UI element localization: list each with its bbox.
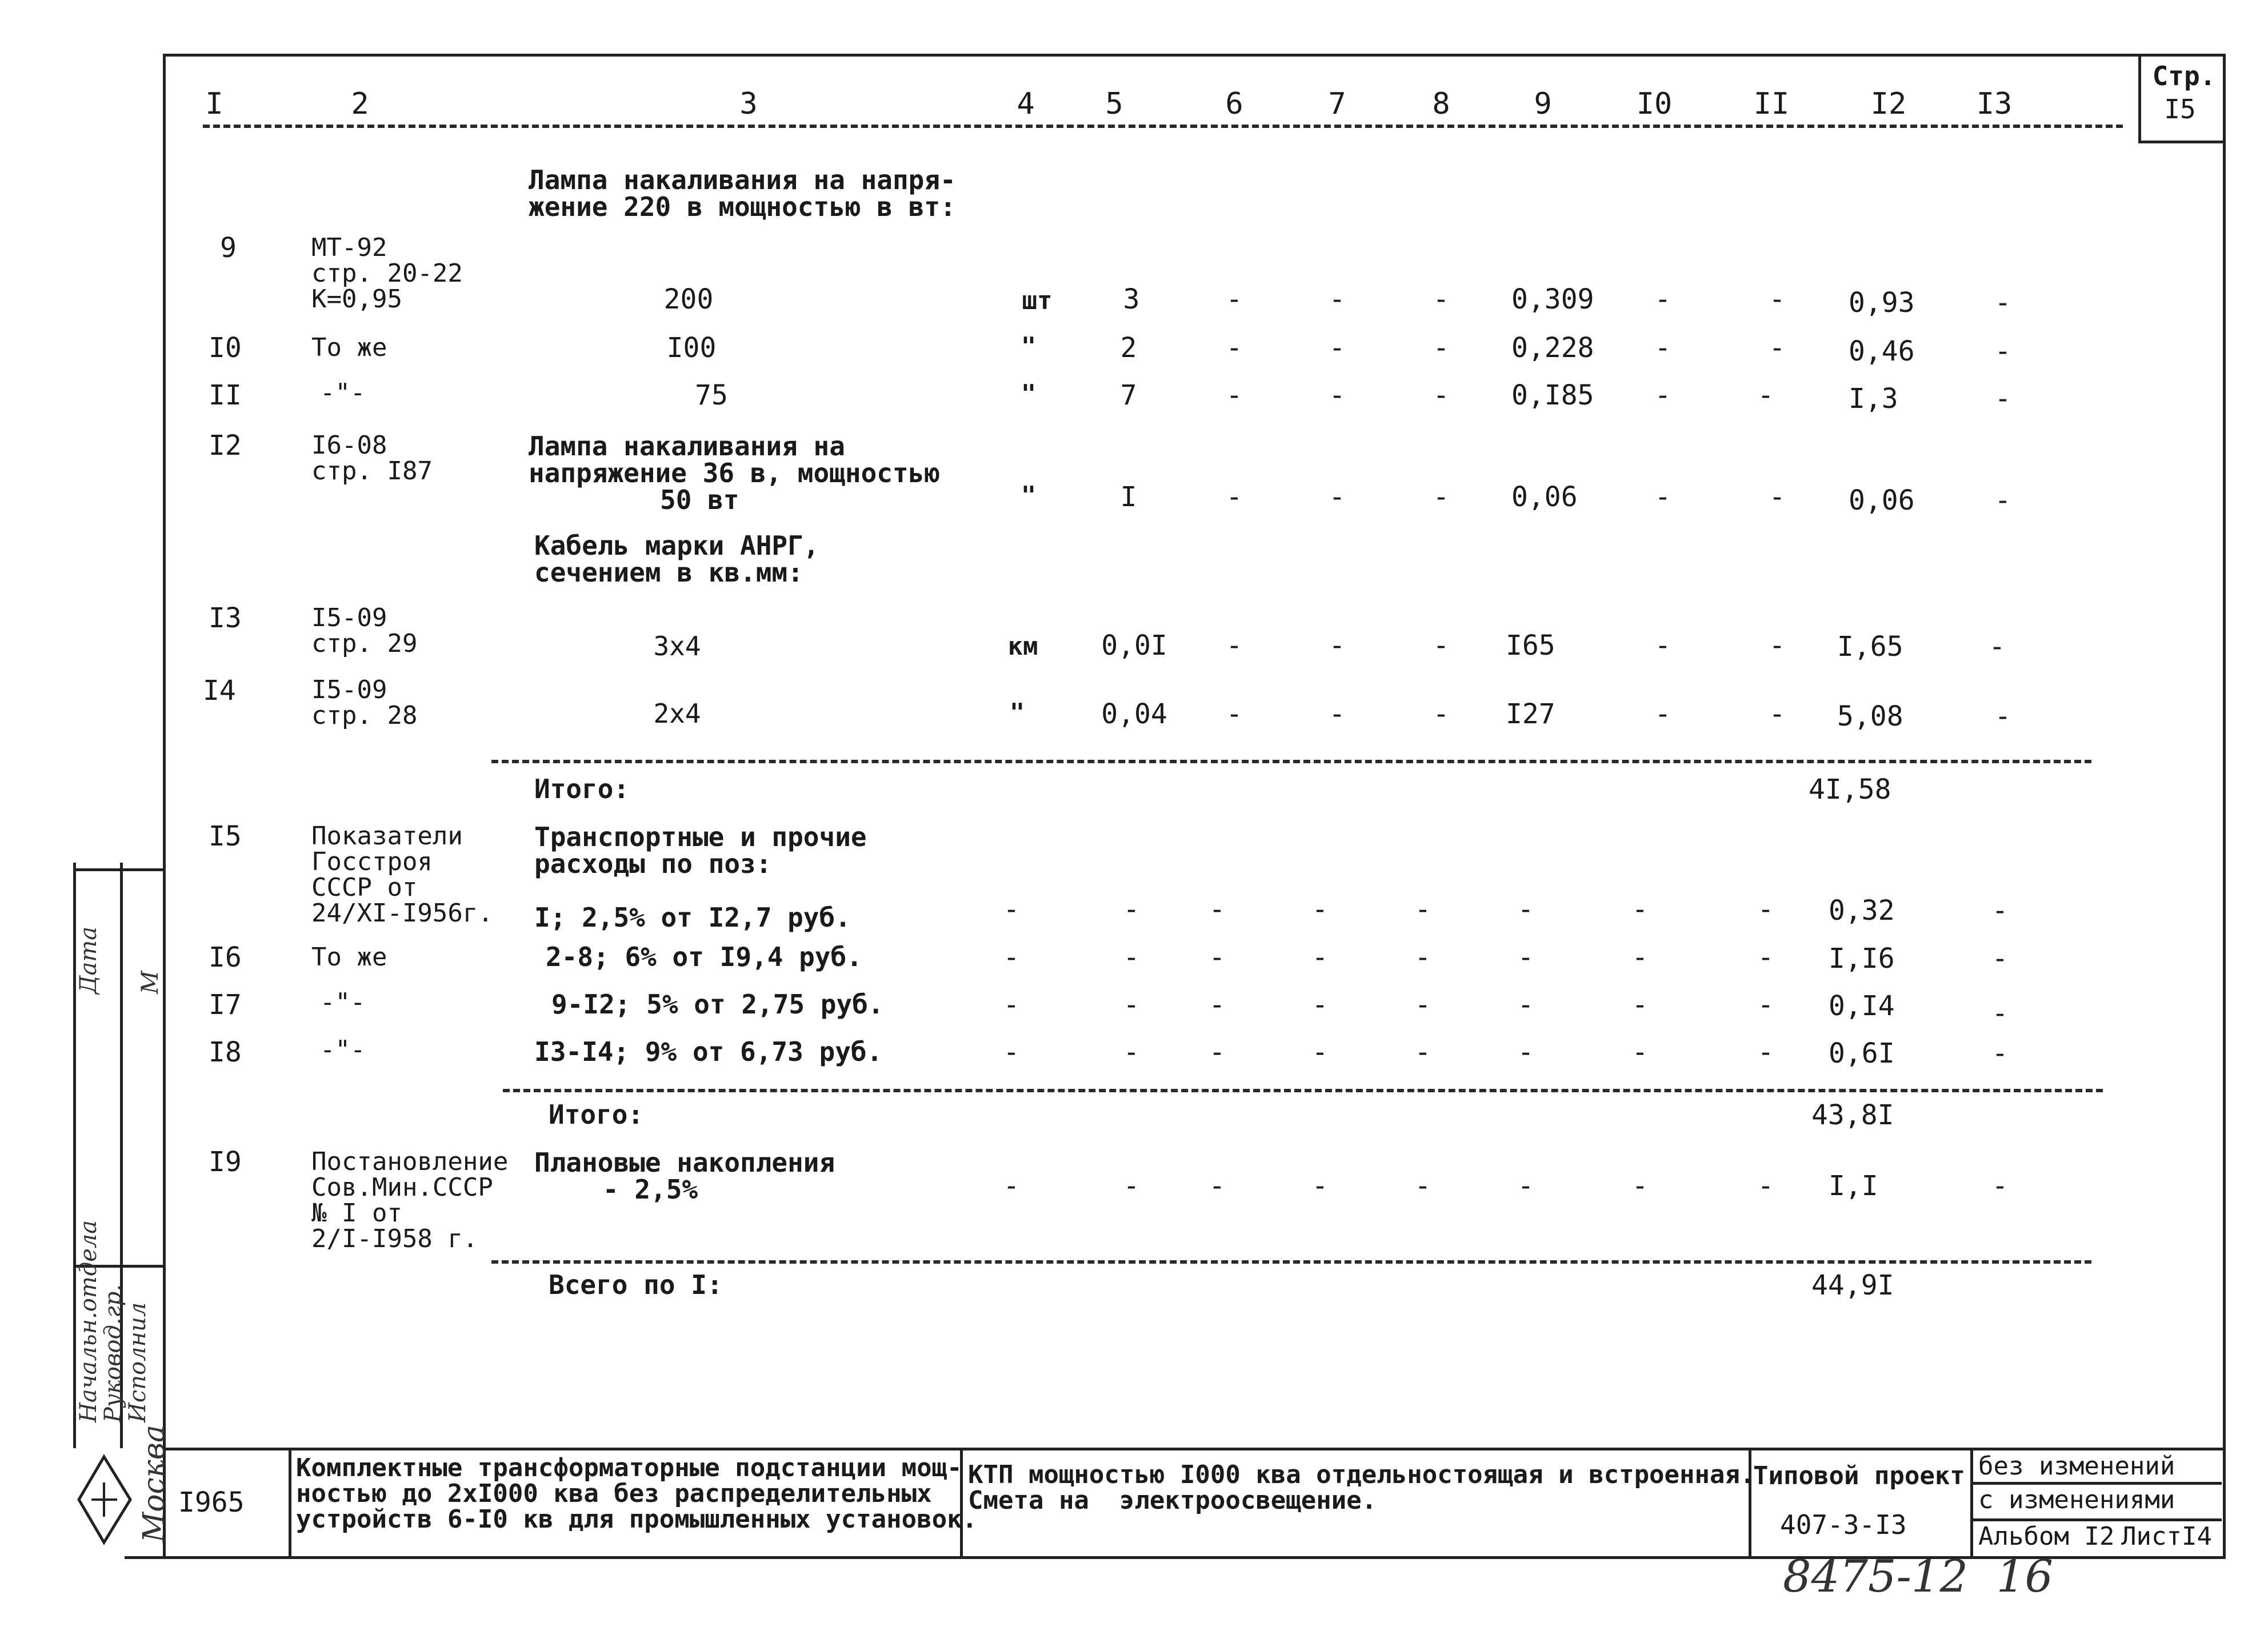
- approval-strip-top: [73, 868, 165, 871]
- row-col12: 0,32: [1829, 895, 1895, 927]
- row-number: I8: [209, 1036, 242, 1068]
- column-header-13: I3: [1976, 87, 2013, 121]
- row-col7: -: [1311, 989, 1329, 1021]
- row-col4: -: [1003, 989, 1020, 1021]
- row-col10: -: [1654, 332, 1671, 364]
- row-col7: -: [1329, 481, 1346, 513]
- total-label: Всего по I:: [549, 1269, 723, 1300]
- row-col12: 0,6I: [1829, 1037, 1895, 1069]
- title-block-project-number: 407-3-I3: [1780, 1509, 1907, 1540]
- row-reference: -"-: [320, 1035, 366, 1064]
- row-col6: -: [1226, 283, 1243, 315]
- title-block-year: I965: [178, 1486, 245, 1518]
- row-unit: ": [1021, 481, 1037, 510]
- row-col8: -: [1414, 989, 1431, 1021]
- row-col9: I27: [1506, 698, 1555, 730]
- handwritten-archive-number: 8475-12 16: [1783, 1551, 2053, 1602]
- subtotal2-divider: [503, 1089, 2103, 1092]
- row-col7: -: [1329, 332, 1346, 364]
- title-block-album-line: [1970, 1518, 2222, 1521]
- row-number: I5: [209, 820, 242, 852]
- row-col12: I,I: [1829, 1170, 1878, 1202]
- column-header-6: 6: [1225, 87, 1243, 121]
- row-description: Лампа накаливания на напряжение 36 в, мощностью 50 вт: [529, 431, 941, 515]
- row-col8: -: [1433, 698, 1450, 730]
- row-description: I00: [666, 332, 717, 364]
- title-block-divider-1: [289, 1448, 291, 1559]
- row-col8: -: [1433, 283, 1450, 315]
- frame-top-line: [166, 54, 2226, 57]
- row-col10: -: [1631, 1036, 1649, 1068]
- title-block-divider-4: [1970, 1448, 1973, 1559]
- column-header-7: 7: [1328, 87, 1346, 121]
- row-reference: МТ-92 стр. 20-22 К=0,95: [311, 233, 463, 314]
- row-unit: шт: [1022, 286, 1053, 315]
- row-col8: -: [1433, 630, 1450, 662]
- row-reference: I6-08 стр. I87: [311, 431, 433, 486]
- title-block-top-line: [163, 1448, 2226, 1450]
- column-header-2: 2: [351, 87, 369, 121]
- row-number: II: [209, 379, 242, 411]
- organization-emblem-icon: [74, 1451, 134, 1548]
- title-block-status-unchanged: без изменений: [1978, 1452, 2175, 1481]
- row-col10: -: [1654, 698, 1671, 730]
- title-block-sheet: ЛистI4: [2121, 1522, 2212, 1551]
- row-col9: I65: [1506, 630, 1555, 662]
- row-description: I3-I4; 9% от 6,73 руб.: [534, 1036, 883, 1067]
- title-block-status-changed: с изменениями: [1978, 1485, 2175, 1514]
- row-col11: -: [1757, 1036, 1774, 1068]
- row-quantity: I: [1120, 481, 1137, 513]
- sheet-box-number: I5: [2164, 94, 2196, 125]
- title-block-object: КТП мощностью I000 ква отдельностоящая и встроенная. Смета на электроосвещение.: [968, 1460, 1755, 1515]
- column-header-9: 9: [1534, 87, 1552, 121]
- row-col4: -: [1003, 1170, 1020, 1202]
- row-quantity: 0,04: [1101, 698, 1167, 730]
- row-col10: -: [1654, 481, 1671, 513]
- row-unit: ": [1009, 698, 1025, 727]
- row-description: 2-8; 6% от I9,4 руб.: [546, 941, 862, 972]
- row-col10: -: [1631, 893, 1649, 925]
- row-col7: -: [1311, 893, 1329, 925]
- row-col5: -: [1123, 1170, 1140, 1202]
- row-col13: -: [1991, 997, 2009, 1029]
- row-reference: I5-09 стр. 29: [311, 603, 418, 658]
- row-col11: -: [1757, 941, 1774, 973]
- row-reference: То же: [311, 333, 387, 362]
- column-header-3: 3: [739, 87, 758, 121]
- column-header-4: 4: [1017, 87, 1035, 121]
- row-col11: -: [1769, 698, 1786, 730]
- row-col13: -: [1989, 631, 2006, 663]
- row-col8: -: [1414, 893, 1431, 925]
- row-col9: -: [1517, 893, 1534, 925]
- row-col12: 0,I4: [1829, 990, 1895, 1022]
- row-col6: -: [1226, 630, 1243, 662]
- row-col10: -: [1631, 989, 1649, 1021]
- row-col12: 0,46: [1849, 335, 1915, 367]
- row-col13: -: [1994, 335, 2011, 367]
- row-quantity: 2: [1120, 332, 1137, 364]
- row-number: I6: [209, 941, 242, 973]
- row-description: 3x4: [653, 631, 701, 662]
- row-quantity: 3: [1123, 283, 1140, 315]
- row-col13: -: [1991, 895, 2009, 927]
- row-col6: -: [1209, 1170, 1226, 1202]
- row-col9: -: [1517, 1036, 1534, 1068]
- row-quantity: 0,0I: [1101, 630, 1167, 662]
- title-block-status-line: [1970, 1482, 2222, 1485]
- sheet-box-label: Стр.: [2152, 61, 2216, 91]
- row-col6: -: [1226, 481, 1243, 513]
- row-col6: -: [1209, 941, 1226, 973]
- row-col6: -: [1209, 893, 1226, 925]
- subtotal1-label: Итого:: [534, 774, 630, 804]
- row-description: Транспортные и прочие расходы по поз: I; 2,5% от I2,7 руб.: [534, 821, 867, 933]
- row-reference: Показатели Госстроя СССР от 24/XI-I956г.: [311, 821, 493, 928]
- row-col8: -: [1414, 1036, 1431, 1068]
- row-col4: -: [1003, 941, 1020, 973]
- approval-label-date: Дата: [75, 926, 102, 994]
- subtotal1-divider: [491, 760, 2091, 763]
- row-description: 9-I2; 5% от 2,75 руб.: [551, 989, 884, 1020]
- row-col6: -: [1209, 1036, 1226, 1068]
- row-col13: -: [1994, 484, 2011, 516]
- row-col8: -: [1414, 1170, 1431, 1202]
- row-reference: Постановление Сов.Мин.СССР № I от 2/I-I958 г.: [311, 1147, 509, 1253]
- row-col8: -: [1433, 481, 1450, 513]
- row-col6: -: [1226, 698, 1243, 730]
- total-value: 44,9I: [1811, 1269, 1894, 1301]
- row-col10: -: [1654, 379, 1671, 411]
- row-reference: -"-: [320, 988, 366, 1017]
- row-col9: -: [1517, 989, 1534, 1021]
- row-number: I3: [209, 602, 242, 634]
- frame-right-line: [2223, 54, 2226, 1556]
- row-col10: -: [1631, 1170, 1649, 1202]
- row-col12: I,3: [1849, 383, 1898, 415]
- row-col12: I,I6: [1829, 943, 1895, 975]
- row-col7: -: [1311, 1170, 1329, 1202]
- row-description: 200: [663, 283, 714, 315]
- column-header-12: I2: [1870, 87, 1907, 121]
- section-heading-cable: Кабель марки АНРГ, сечением в кв.мм:: [534, 530, 819, 588]
- row-col9: -: [1517, 1170, 1534, 1202]
- header-divider: [203, 125, 2123, 128]
- row-col13: -: [1991, 943, 2009, 975]
- row-number: 9: [220, 232, 237, 264]
- row-col9: 0,228: [1511, 332, 1594, 364]
- row-number: I9: [209, 1146, 242, 1178]
- row-unit: ": [1021, 332, 1037, 361]
- subtotal1-value: 4I,58: [1809, 774, 1891, 806]
- column-header-8: 8: [1432, 87, 1450, 121]
- row-col5: -: [1123, 1036, 1140, 1068]
- row-col10: -: [1654, 630, 1671, 662]
- row-col11: -: [1769, 332, 1786, 364]
- row-col8: -: [1414, 941, 1431, 973]
- row-col11: -: [1757, 1170, 1774, 1202]
- row-col5: -: [1123, 989, 1140, 1021]
- row-reference: -"-: [320, 378, 366, 407]
- row-col13: -: [1994, 700, 2011, 732]
- row-number: I7: [209, 989, 242, 1021]
- row-col10: -: [1631, 941, 1649, 973]
- row-number: I0: [209, 332, 242, 364]
- row-col11: -: [1769, 481, 1786, 513]
- title-block-description: Комплектные трансформаторные подстанции мощ- ностью до 2xI000 ква без распределительных устройств 6-I0 кв для промышленных установок.: [296, 1453, 978, 1534]
- approval-label-m: М: [137, 971, 163, 994]
- row-col5: -: [1123, 893, 1140, 925]
- row-description: Плановые накопления - 2,5%: [534, 1147, 835, 1205]
- row-number: I2: [209, 430, 242, 462]
- row-col7: -: [1329, 283, 1346, 315]
- row-col9: -: [1517, 941, 1534, 973]
- column-header-10: I0: [1636, 87, 1673, 121]
- row-col7: -: [1329, 698, 1346, 730]
- subtotal2-value: 43,8I: [1811, 1099, 1894, 1131]
- row-col10: -: [1654, 283, 1671, 315]
- row-col7: -: [1311, 941, 1329, 973]
- row-col12: I,65: [1837, 631, 1903, 663]
- row-col6: -: [1226, 379, 1243, 411]
- row-reference: I5-09 стр. 28: [311, 675, 418, 730]
- frame-left-line: [163, 54, 166, 1556]
- column-header-1: I: [205, 87, 223, 121]
- row-col6: -: [1209, 989, 1226, 1021]
- section-heading-lamps-220: Лампа накаливания на напря- жение 220 в мощностью в вт:: [529, 165, 956, 222]
- row-col6: -: [1226, 332, 1243, 364]
- row-col5: -: [1123, 941, 1140, 973]
- row-unit: ": [1021, 379, 1037, 408]
- title-block-album: Альбом I2: [1978, 1522, 2115, 1551]
- row-col7: -: [1329, 379, 1346, 411]
- row-col7: -: [1311, 1036, 1329, 1068]
- row-col11: -: [1769, 630, 1786, 662]
- row-col4: -: [1003, 1036, 1020, 1068]
- approval-label-executor: Исполнил: [125, 1302, 151, 1422]
- row-col12: 5,08: [1837, 700, 1903, 732]
- sheet-box-left: [2138, 56, 2141, 142]
- row-description: 2x4: [653, 698, 701, 729]
- approval-label-head: Начальн.отдела: [75, 1220, 102, 1422]
- row-unit: км: [1007, 632, 1038, 661]
- row-col9: 0,309: [1511, 283, 1594, 315]
- row-col11: -: [1769, 283, 1786, 315]
- row-col12: 0,06: [1849, 484, 1915, 516]
- row-col11: -: [1757, 379, 1774, 411]
- row-col13: -: [1991, 1170, 2009, 1202]
- row-col11: -: [1757, 989, 1774, 1021]
- row-col7: -: [1329, 630, 1346, 662]
- subtotal2-label: Итого:: [549, 1099, 644, 1130]
- column-header-11: II: [1753, 87, 1790, 121]
- row-col13: -: [1991, 1037, 2009, 1069]
- title-block-city: Москва: [137, 1425, 171, 1542]
- total-divider: [491, 1260, 2091, 1264]
- row-col12: 0,93: [1849, 287, 1915, 319]
- row-col13: -: [1994, 383, 2011, 415]
- row-col11: -: [1757, 893, 1774, 925]
- row-col4: -: [1003, 893, 1020, 925]
- row-col8: -: [1433, 332, 1450, 364]
- title-block-project-label: Типовой проект: [1753, 1461, 1965, 1490]
- row-description: 75: [695, 379, 728, 411]
- row-col9: 0,06: [1511, 481, 1578, 513]
- row-col9: 0,I85: [1511, 379, 1594, 411]
- row-col13: -: [1994, 287, 2011, 319]
- row-quantity: 7: [1120, 379, 1137, 411]
- row-reference: То же: [311, 943, 387, 972]
- approval-label-lead: Руковод.гр.: [100, 1284, 126, 1422]
- row-col8: -: [1433, 379, 1450, 411]
- column-header-5: 5: [1105, 87, 1123, 121]
- row-number: I4: [203, 675, 236, 707]
- sheet-box-bottom: [2138, 141, 2224, 143]
